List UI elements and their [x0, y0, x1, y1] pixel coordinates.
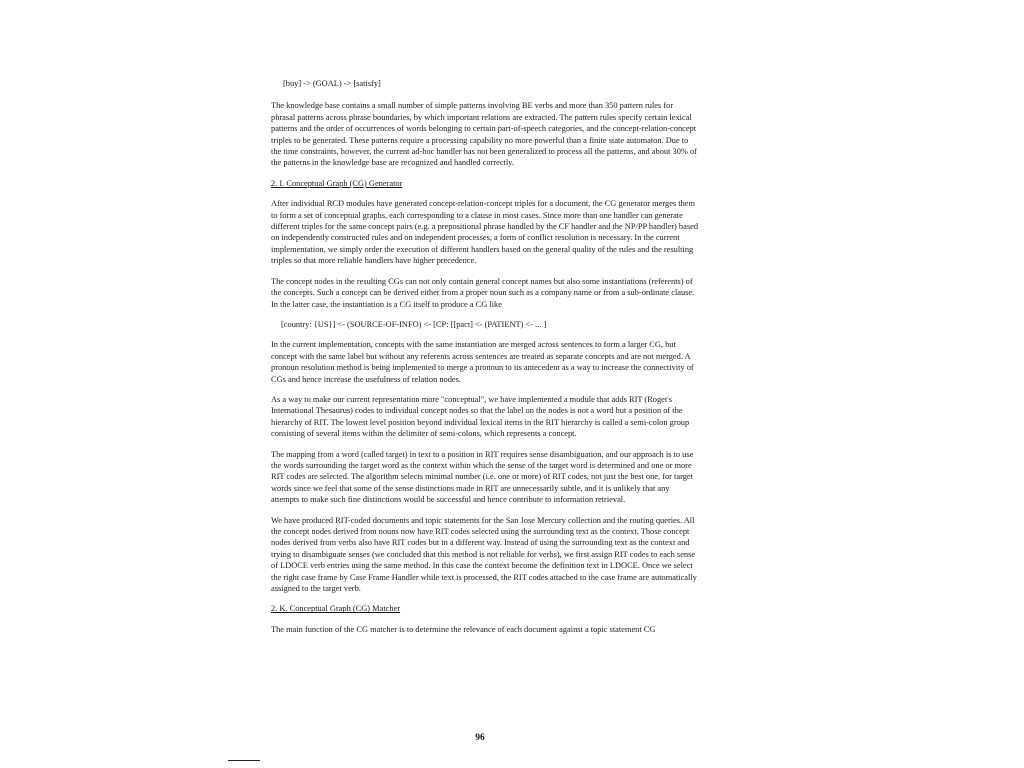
paragraph-instantiation-merge: In the current implementation, concepts with the same instantiation are merged across sentences to form a larger CG, but concept with the same label but without any referents across sentences are treated as separate concepts and are not merged. A pronoun resolution method is being implemented to merge a pronoun to its antecedent as a way to increase the connectivity of CGs and hence increase the usefulness of relation nodes. — [271, 340, 694, 384]
paragraph-cg-matcher: The main function of the CG matcher is to determine the relevance of each document against a topic statement CG — [271, 624, 656, 634]
paragraph-concept-nodes: The concept nodes in the resulting CGs can not only contain general concept names but also some instantiations (referents) of the concepts. Such a concept can be derived either from a proper noun such as a company name or from a sub-ordinate clause. In the latter case, the instantiation is a CG itself to produce a CG like — [271, 276, 695, 309]
formula-buy-goal-satisfy: [buy] -> (GOAL) -> [satisfy] — [283, 79, 381, 88]
footnote-rule — [228, 760, 260, 761]
paragraph-cg-generator: After individual RCD modules have generated concept-relation-concept triples for a document, the CG generator merges them to form a set of conceptual graphs, each corresponding to a clause in most cases. Since more than one handler can generate different triples for the same concept pairs (e.g. a prepositional phrase handled by the CF handler and the NP/PP handler) based on independently constructed rules and on independent processes, a form of conflict resolution is necessary. In the current implementation, we simply order the execution of different handlers based on the general quality of the rules and the resulting triples so that more reliable handlers have higher precedence. — [271, 199, 699, 266]
paragraph-rit-codes: As a way to make our current representation more "conceptual", we have implemented a module that adds RIT (Roget's International Thesaurus) codes to individual concept nodes so that the label on the nodes is not a word but a position of the hierarchy of RIT. The lowest level position beyond individual lexical items in the RIT hierarchy is called a semi-colon group consisting of several items within the delimiter of semi-colons, which represents a concept. — [271, 394, 690, 439]
paragraph-knowledge-base: The knowledge base contains a small number of simple patterns involving BE verbs and more than 350 pattern rules for phrasal patterns across phrase boundaries, by which important relations are extracted. The pattern rules specify certain lexical patterns and the order of occurrences of words belonging to certain part-of-speech categories, and the concept-relation-concept triples to be generated. These patterns require a processing capability no more powerful than a finite state automaton. Due to the time constraints, however, the current ad-hoc handler has not been generalized to process all the patterns, and about 30% of the patterns in the knowledge base are recognized and handled correctly. — [271, 101, 697, 168]
formula-country-us: [country: {US}] <- (SOURCE-OF-INFO) <- [CP: [[pact] <- (PATIENT) <- ... ] — [281, 319, 547, 329]
section-heading-cg-matcher: 2. K. Conceptual Graph (CG) Matcher — [271, 604, 401, 614]
page-number: 96 — [475, 733, 485, 743]
paragraph-sense-disambiguation: The mapping from a word (called target) in text to a position in RIT requires sense disambiguation, and our approach is to use the words surrounding the target word as the context within which the sense of the target word is determined and one or more RIT codes are selected. The algorithm selects minimal number (i.e. one or more) of RIT codes, not just the best one, for target words since we feel that some of the sense distinctions made in RIT are unnecessarily subtle, and it is unlikely that any attempts to make such fine distinctions would be successful and hence contribute to information retrieval. — [271, 449, 694, 505]
paragraph-rit-coded-documents: We have produced RIT-coded documents and topic statements for the San Jose Mercury collection and the routing queries. All the concept nodes derived from nouns now have RIT codes selected using the surrounding text as the context. Those concept nodes derived from verbs also have RIT codes but in a different way. Instead of using the surrounding text as the context and trying to disambiguate senses (we concluded that this method is not reliable for verbs), we first assign RIT codes to each sense of LDOCE verb entries using the same method. In this case the context become the definition text in LDOCE. Once we select the right case frame by Case Frame Handler while text is processed, the RIT codes attached to the case frame are automatically assigned to the target verb. — [271, 515, 697, 594]
section-heading-cg-generator: 2. I. Conceptual Graph (CG) Generator — [271, 178, 403, 188]
body-text — [271, 78, 699, 644]
